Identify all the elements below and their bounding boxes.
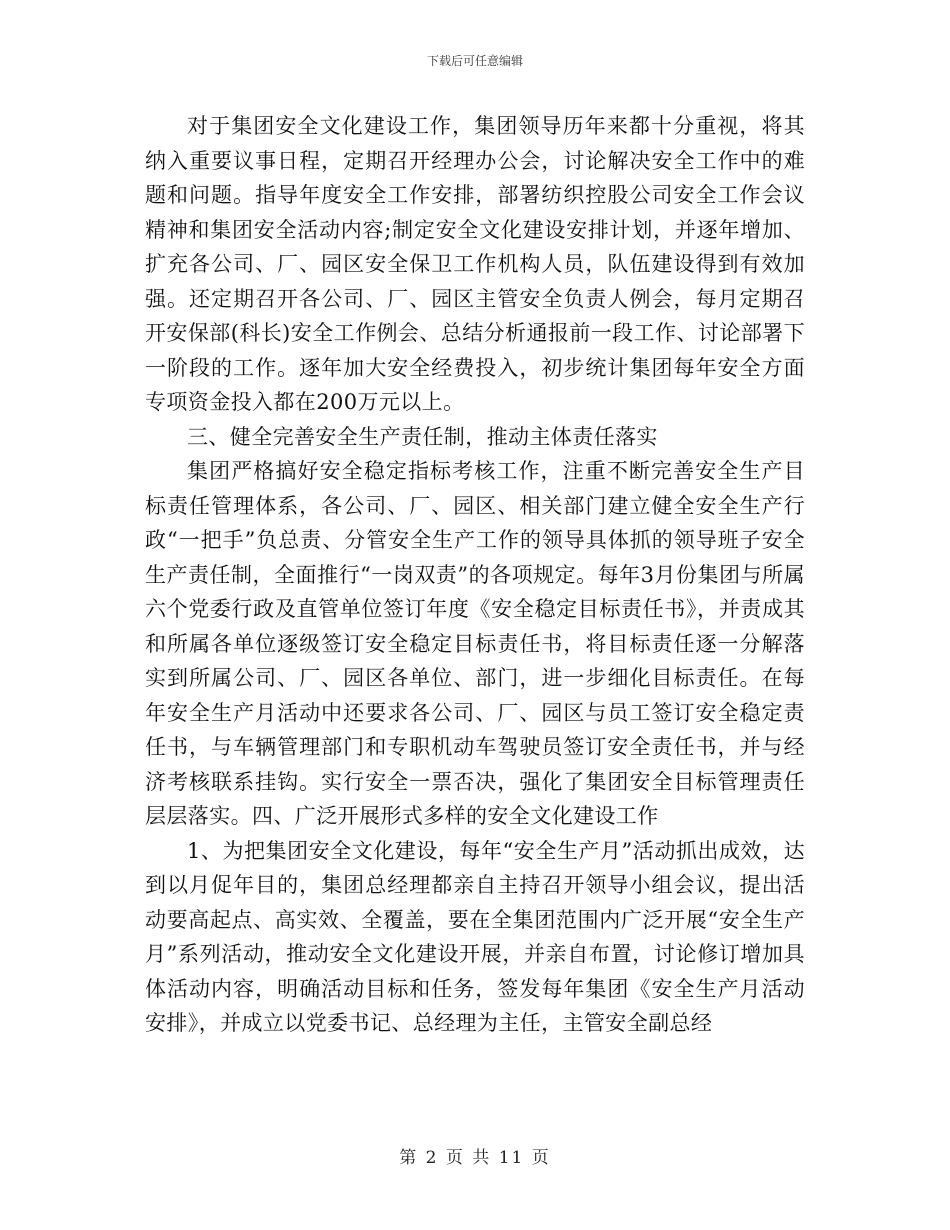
page-header-note: 下载后可任意编辑 <box>426 54 523 68</box>
paragraph-responsibility-system: 集团严格搞好安全稳定指标考核工作，注重不断完善安全生产目标责任管理体系，各公司、厂、园区、相关部门建立健全安全生产行政“一把手”负总责、分管安全生产工作的领导具体抓的领导班子安全生产责任制，全面推行“一岗双责”的各项规定。每年3月份集团与所属六个党委行政及直管单位签订年度《安全稳定目标责任书》，并责成其和所属各单位逐级签订安全稳定目标责任书，将目标责任逐一分解落实到所属公司、厂、园区各单位、部门，进一步细化目标责任。在每年安全生产月活动中还要求各公司、厂、园区与员工签订安全稳定责任书，与车辆管理部门和专职机动车驾驶员签订安全责任书，并与经济考核联系挂钩。实行安全一票否决，强化了集团安全目标管理责任层层落实。四、广泛开展形式多样的安全文化建设工作 <box>145 459 805 828</box>
section-heading-responsibility: 三、健全完善安全生产责任制，推动主体责任落实 <box>187 424 658 449</box>
page-number: 第 2 页 共 11 页 <box>399 1148 551 1168</box>
document-body <box>145 109 805 1041</box>
paragraph-safety-month-activities: 1、为把集团安全文化建设，每年“安全生产月”活动抓出成效，达到以月促年目的，集团总经理都亲自主持召开领导小组会议，提出活动要高起点、高实效、全覆盖，要在全集团范围内广泛开展“安全生产月”系列活动，推动安全文化建设开展，并亲自布置，讨论修订增加具体活动内容，明确活动目标和任务，签发每年集团《安全生产月活动安排》，并成立以党委书记、总经理为主任，主管安全副总经 <box>145 838 805 1035</box>
paragraph-safety-culture-leadership: 对于集团安全文化建设工作，集团领导历年来都十分重视，将其纳入重要议事日程，定期召开经理办公会，讨论解决安全工作中的难题和问题。指导年度安全工作安排，部署纺织控股公司安全工作会议精神和集团安全活动内容;制定安全文化建设安排计划，并逐年增加、扩充各公司、厂、园区安全保卫工作机构人员，队伍建设得到有效加强。还定期召开各公司、厂、园区主管安全负责人例会，每月定期召开安保部(科长)安全工作例会、总结分析通报前一段工作、讨论部署下一阶段的工作。逐年加大安全经费投入，初步统计集团每年安全方面专项资金投入都在200万元以上。 <box>145 114 805 414</box>
